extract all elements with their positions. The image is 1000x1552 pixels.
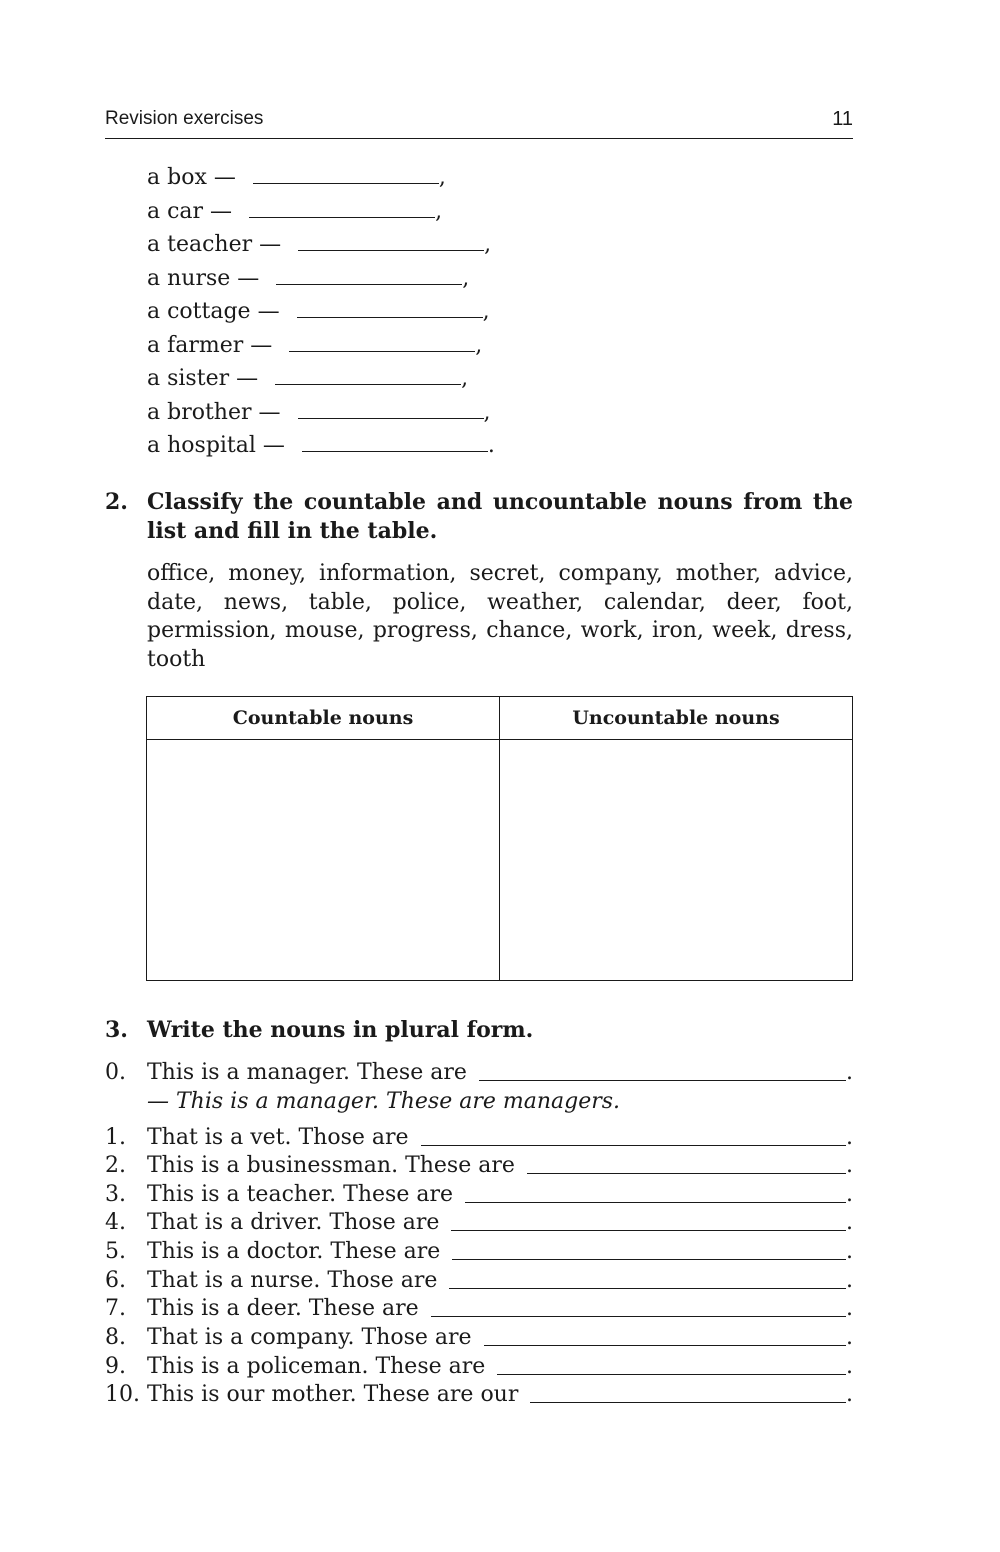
end-mark: . [846,1182,853,1207]
countable-header: Countable nouns [147,697,500,740]
item-prompt: That is a company. Those are [147,1325,472,1350]
exercise-item [147,1152,853,1180]
answer-blank[interactable] [297,299,483,318]
ex1-line [147,265,469,293]
ex1-word: a cottage — [147,299,280,324]
page-header [105,106,853,139]
end-mark: . [846,1125,853,1150]
noun-word-list: office, money, information, secret, company, mother, advice, date, news, table, police, weather, calendar, deer, foot, permission, mouse, progress, chance, work, iron, week, dress, tooth [147,561,853,672]
item-prompt: This is a deer. These are [147,1296,419,1321]
item-prompt: This is a teacher. These are [147,1182,453,1207]
answer-blank[interactable] [449,1270,846,1289]
item-prompt: This is a doctor. These are [147,1239,441,1264]
item-prompt: This is our mother. These are our [147,1382,519,1407]
end-mark: . [846,1325,853,1350]
end-mark: . [846,1239,853,1264]
ex1-punct: . [487,433,495,458]
item-number: 4. [105,1210,126,1235]
end-mark: . [846,1210,853,1235]
answer-blank[interactable] [527,1155,846,1174]
answer-blank[interactable] [431,1298,846,1317]
ex1-word: a hospital — [147,433,285,458]
item-prompt: That is a vet. Those are [147,1125,409,1150]
countable-answer-cell[interactable] [147,740,500,981]
answer-blank[interactable] [253,165,439,184]
exercise-item [147,1381,853,1409]
ex1-word: a sister — [147,366,259,391]
exercise-item [147,1267,853,1295]
item-number: 10. [105,1382,140,1407]
exercise-item [147,1353,853,1381]
exercise-item [147,1124,853,1152]
item-number: 8. [105,1325,126,1350]
example-prompt: This is a manager. These are [147,1060,467,1085]
item-prompt: This is a policeman. These are [147,1354,486,1379]
ex1-punct: , [482,299,490,324]
answer-blank[interactable] [298,400,484,419]
item-prompt: That is a driver. Those are [147,1210,440,1235]
answer-blank[interactable] [298,232,484,251]
ex1-line [147,432,495,460]
ex1-punct: , [461,366,469,391]
answer-blank[interactable] [276,266,462,285]
end-mark: . [846,1060,853,1085]
answer-blank[interactable] [421,1127,846,1146]
ex1-line [147,198,442,226]
ex1-line [147,298,490,326]
item-prompt: That is a nurse. Those are [147,1268,438,1293]
exercise-item [147,1324,853,1352]
ex1-line [147,399,491,427]
ex1-punct: , [475,333,483,358]
ex1-line [147,365,468,393]
ex1-word: a nurse — [147,266,260,291]
end-mark: . [846,1296,853,1321]
answer-blank[interactable] [302,433,488,452]
end-mark: . [846,1153,853,1178]
end-mark: . [846,1354,853,1379]
end-mark: . [846,1382,853,1407]
exercise-2-title: Classify the countable and uncountable nouns from the list and fill in the table. [147,489,853,544]
item-number: 2. [105,1153,126,1178]
example-answer: — This is a manager. These are managers. [147,1089,621,1114]
ex1-line [147,332,482,360]
running-title: Revision exercises [105,108,264,129]
item-prompt: This is a businessman. These are [147,1153,515,1178]
answer-blank[interactable] [497,1356,846,1375]
answer-blank[interactable] [289,333,475,352]
ex1-punct: , [484,232,492,257]
exercise-3-number: 3. [105,1017,128,1043]
item-number: 6. [105,1268,126,1293]
page-number: 11 [832,108,853,130]
answer-blank[interactable] [249,199,435,218]
ex1-punct: , [462,266,470,291]
answer-blank[interactable] [530,1384,846,1403]
answer-blank[interactable] [484,1327,846,1346]
ex1-line [147,231,491,259]
item-number: 7. [105,1296,126,1321]
answer-blank[interactable] [465,1184,846,1203]
ex1-word: a teacher — [147,232,282,257]
ex1-word: a box — [147,165,236,190]
item-number: 5. [105,1239,126,1264]
ex1-word: a brother — [147,400,281,425]
exercise-3-title: Write the nouns in plural form. [147,1017,534,1043]
item-number: 1. [105,1125,126,1150]
exercise-item [147,1238,853,1266]
answer-blank[interactable] [479,1062,846,1081]
answer-blank[interactable] [275,366,461,385]
uncountable-header: Uncountable nouns [500,697,853,740]
end-mark: . [846,1268,853,1293]
ex1-line [147,164,446,192]
example-number: 0. [105,1060,126,1085]
example-row [147,1059,853,1087]
exercise-2-number: 2. [105,489,128,515]
answer-blank[interactable] [451,1212,846,1231]
ex1-punct: , [438,165,446,190]
exercise-item [147,1209,853,1237]
ex1-word: a farmer — [147,333,273,358]
ex1-punct: , [435,199,443,224]
answer-blank[interactable] [452,1241,846,1260]
classification-table [146,696,853,981]
uncountable-answer-cell[interactable] [500,740,853,981]
ex1-word: a car — [147,199,233,224]
item-number: 3. [105,1182,126,1207]
ex1-punct: , [483,400,491,425]
exercise-item [147,1295,853,1323]
exercise-item [147,1181,853,1209]
item-number: 9. [105,1354,126,1379]
